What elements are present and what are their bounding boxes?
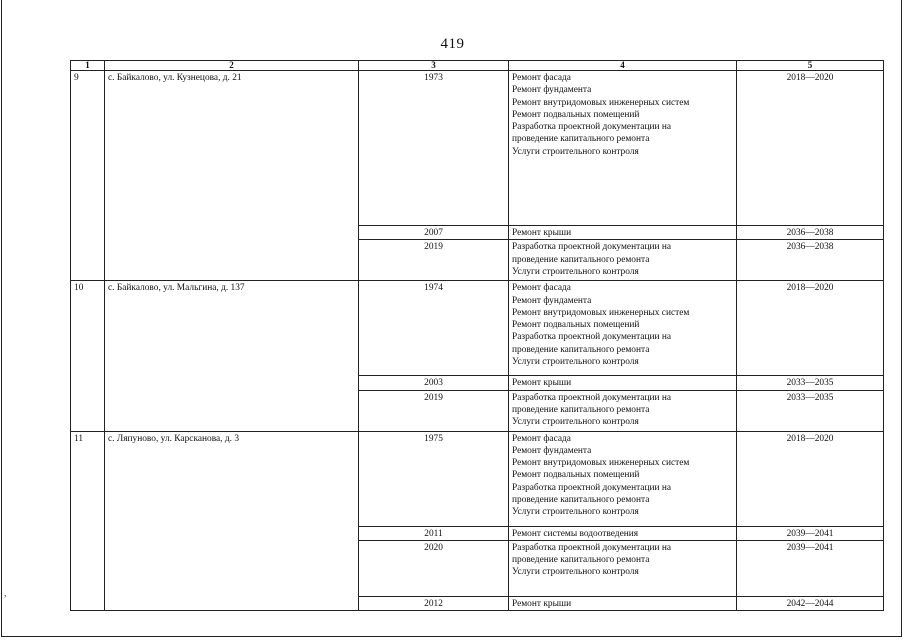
- address-cell: с. Ляпуново, ул. Карсканова, д. 3: [105, 431, 359, 611]
- year-cell: 2011: [359, 526, 509, 540]
- period-cell: 2039—2041: [737, 526, 884, 540]
- repair-schedule-table: [70, 60, 884, 611]
- period-cell: 2018—2020: [737, 431, 884, 526]
- row-number: 9: [71, 71, 105, 281]
- works-cell: [509, 390, 737, 431]
- work-item: Ремонт крыши: [512, 228, 572, 238]
- work-item: Разработка проектной документации на: [512, 482, 672, 493]
- works-cell: [509, 596, 737, 610]
- work-item: Ремонт фундамента: [512, 85, 592, 96]
- row-number: 11: [71, 431, 105, 611]
- work-item: Ремонт подвальных помещений: [512, 470, 640, 481]
- work-item: Разработка проектной документации на: [512, 392, 672, 403]
- work-item: Ремонт фундамента: [512, 295, 592, 306]
- works-cell: [509, 71, 737, 226]
- work-item: проведение капитального ремонта: [512, 404, 650, 415]
- work-item: Ремонт фундамента: [512, 445, 592, 456]
- works-cell: [509, 281, 737, 376]
- address-cell: с. Байкалово, ул. Мальгина, д. 137: [105, 281, 359, 431]
- year-cell: 2007: [359, 226, 509, 240]
- period-cell: 2033—2035: [737, 390, 884, 431]
- work-item: Услуги строительного контроля: [512, 146, 639, 157]
- work-item: проведение капитального ремонта: [512, 344, 650, 355]
- year-cell: 1974: [359, 281, 509, 376]
- scan-mark: ,: [4, 588, 7, 599]
- works-cell: [509, 526, 737, 540]
- period-cell: 2033—2035: [737, 376, 884, 390]
- row-number: 10: [71, 281, 105, 431]
- address-cell: с. Байкалово, ул. Кузнецова, д. 21: [105, 71, 359, 281]
- table-row: [71, 71, 884, 226]
- works-cell: [509, 376, 737, 390]
- work-item: Ремонт подвальных помещений: [512, 320, 640, 331]
- work-item: Услуги строительного контроля: [512, 567, 639, 578]
- period-cell: 2018—2020: [737, 281, 884, 376]
- works-cell: [509, 540, 737, 596]
- year-cell: 1975: [359, 431, 509, 526]
- work-item: проведение капитального ремонта: [512, 495, 650, 506]
- work-item: проведение капитального ремонта: [512, 555, 650, 566]
- work-item: Разработка проектной документации на: [512, 122, 672, 133]
- header-col-3: 3: [359, 61, 509, 71]
- work-item: проведение капитального ремонта: [512, 254, 650, 265]
- work-item: Услуги строительного контроля: [512, 266, 639, 277]
- work-item: Ремонт внутридомовых инженерных систем: [512, 307, 690, 318]
- year-cell: 2020: [359, 540, 509, 596]
- table-row: [71, 281, 884, 376]
- year-cell: 2019: [359, 240, 509, 281]
- work-item: Разработка проектной документации на: [512, 332, 672, 343]
- year-cell: 2019: [359, 390, 509, 431]
- period-cell: 2036—2038: [737, 240, 884, 281]
- table-body: [71, 71, 884, 611]
- header-col-5: 5: [737, 61, 884, 71]
- works-cell: [509, 431, 737, 526]
- period-cell: 2042—2044: [737, 596, 884, 610]
- year-cell: 2003: [359, 376, 509, 390]
- page-number: 419: [440, 36, 465, 52]
- year-cell: 1973: [359, 71, 509, 226]
- work-item: Разработка проектной документации на: [512, 542, 672, 553]
- work-item: Разработка проектной документации на: [512, 242, 672, 253]
- work-item: Ремонт фасада: [512, 283, 571, 294]
- work-item: проведение капитального ремонта: [512, 134, 650, 145]
- header-col-4: 4: [509, 61, 737, 71]
- work-item: Ремонт внутридомовых инженерных систем: [512, 458, 690, 469]
- works-cell: [509, 240, 737, 281]
- work-item: Ремонт крыши: [512, 378, 572, 389]
- period-cell: 2039—2041: [737, 540, 884, 596]
- header-col-2: 2: [105, 61, 359, 71]
- work-item: Услуги строительного контроля: [512, 417, 639, 428]
- work-item: Услуги строительного контроля: [512, 507, 639, 518]
- work-item: Ремонт крыши: [512, 598, 572, 609]
- work-item: Ремонт подвальных помещений: [512, 109, 640, 120]
- period-cell: 2018—2020: [737, 71, 884, 226]
- work-item: Услуги строительного контроля: [512, 357, 639, 368]
- table-row: [71, 431, 884, 526]
- header-col-1: 1: [71, 61, 105, 71]
- work-item: Ремонт внутридомовых инженерных систем: [512, 97, 690, 108]
- work-item: Ремонт системы водоотведения: [512, 528, 639, 539]
- works-cell: [509, 226, 737, 240]
- year-cell: 2012: [359, 596, 509, 610]
- period-cell: 2036—2038: [737, 226, 884, 240]
- work-item: Ремонт фасада: [512, 433, 571, 444]
- table-header-row: [71, 61, 884, 71]
- work-item: Ремонт фасада: [512, 73, 571, 83]
